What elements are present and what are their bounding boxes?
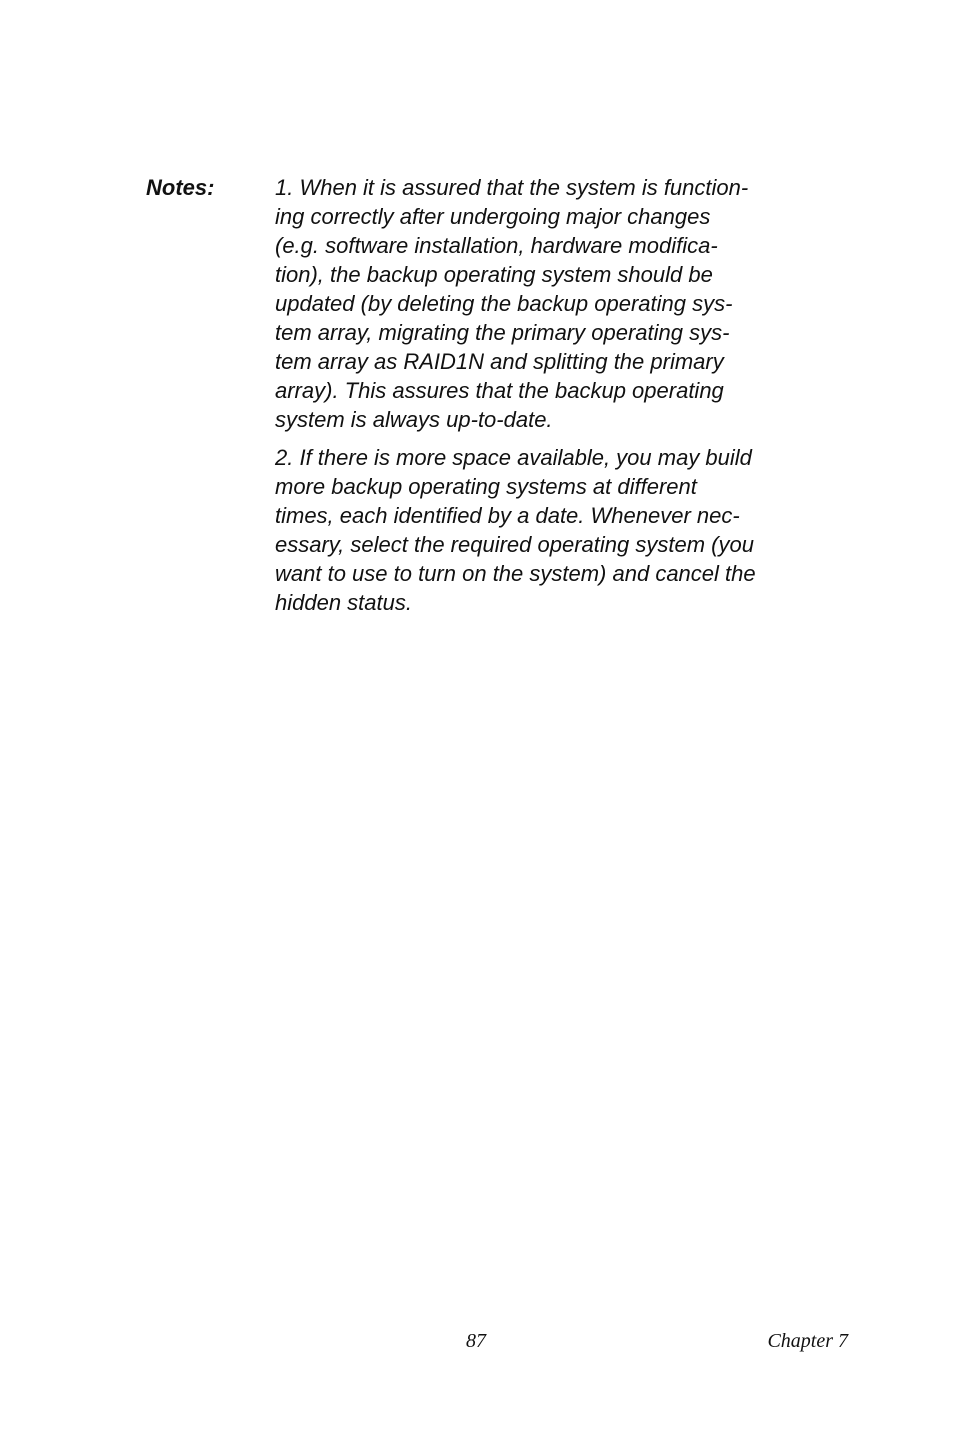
note-line: want to use to turn on the system) and cancel the [275, 561, 756, 586]
chapter-label: Chapter 7 [767, 1330, 848, 1352]
note-line: 1. When it is assured that the system is function- [275, 175, 749, 200]
note-paragraph-1 [275, 173, 815, 434]
note-line: tem array as RAID1N and splitting the primary [275, 349, 724, 374]
notes-label: Notes: [146, 175, 215, 200]
note-line: hidden status. [275, 590, 412, 615]
note-line: more backup operating systems at different [275, 474, 697, 499]
note-paragraph-2 [275, 443, 815, 617]
note-line: (e.g. software installation, hardware modifica- [275, 233, 718, 258]
note-line: ing correctly after undergoing major changes [275, 204, 711, 229]
page-number: 87 [466, 1330, 486, 1352]
note-line: tem array, migrating the primary operating sys- [275, 320, 730, 345]
note-line: tion), the backup operating system should be [275, 262, 713, 287]
note-line: system is always up-to-date. [275, 407, 553, 432]
note-line: essary, select the required operating system (you [275, 532, 754, 557]
note-line: times, each identified by a date. Whenever nec- [275, 503, 740, 528]
note-line: 2. If there is more space available, you may build [275, 445, 752, 470]
notes-body [275, 173, 815, 626]
note-line: array). This assures that the backup operating [275, 378, 724, 403]
note-line: updated (by deleting the backup operating sys- [275, 291, 733, 316]
